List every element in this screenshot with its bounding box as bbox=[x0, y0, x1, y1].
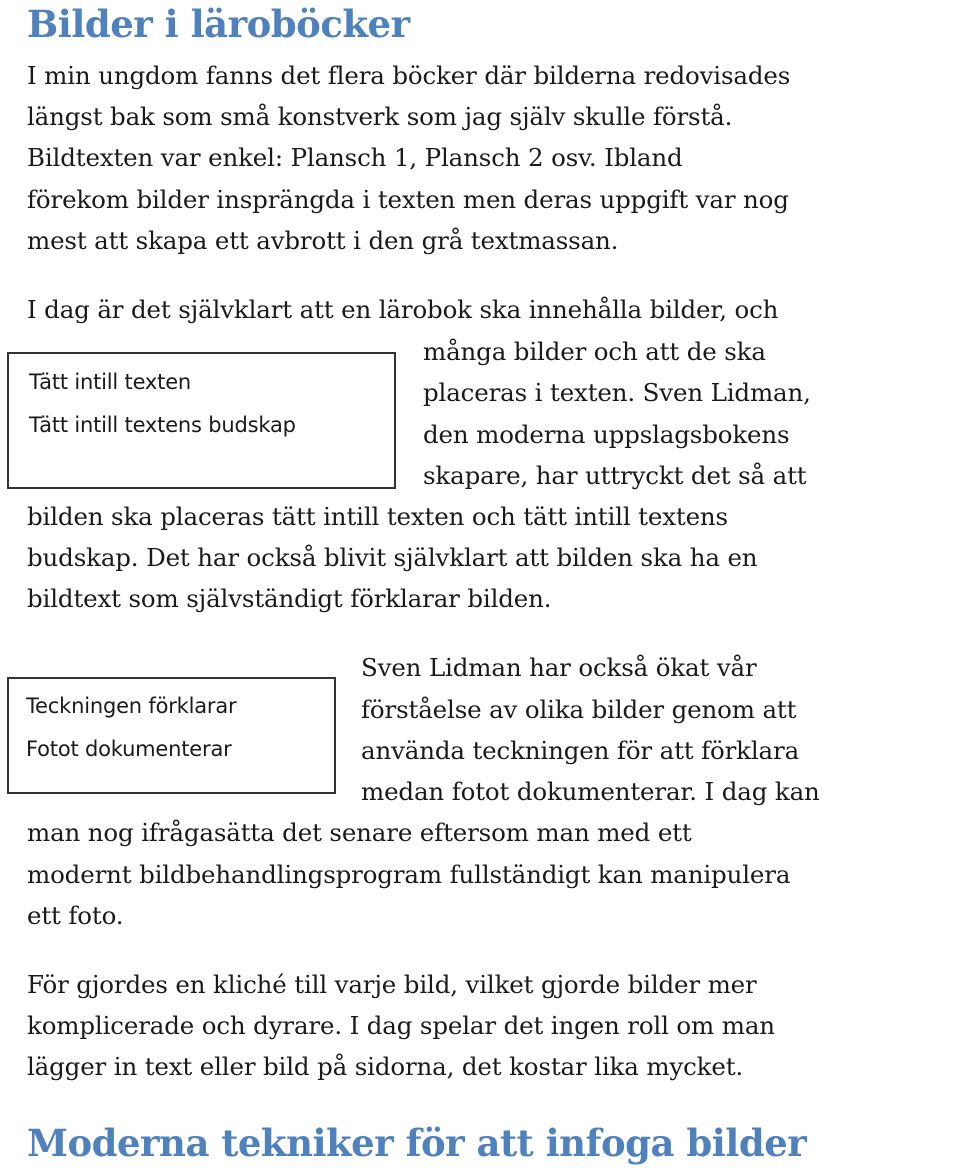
callout-line: Tätt intill texten bbox=[29, 370, 192, 394]
paragraph-line: ett foto. bbox=[27, 901, 124, 930]
paragraph-line: modernt bildbehandlingsprogram fullständigt kan manipulera bbox=[27, 860, 791, 889]
callout-line: Teckningen förklarar bbox=[26, 694, 237, 718]
paragraph-line: Sven Lidman har också ökat vår bbox=[361, 653, 757, 682]
paragraph-line: många bilder och att de ska bbox=[423, 337, 766, 366]
paragraph-line: I dag är det självklart att en lärobok ska innehålla bilder, och bbox=[27, 295, 779, 324]
paragraph-line: bilden ska placeras tätt intill texten och tätt intill textens bbox=[27, 502, 728, 531]
paragraph-line: mest att skapa ett avbrott i den grå textmassan. bbox=[27, 226, 619, 255]
paragraph-line: I min ungdom fanns det flera böcker där bilderna redovisades bbox=[27, 61, 791, 90]
paragraph-line: förekom bilder insprängda i texten men deras uppgift var nog bbox=[27, 185, 789, 214]
callout-line: Tätt intill textens budskap bbox=[29, 413, 296, 437]
paragraph-line: För gjordes en kliché till varje bild, vilket gjorde bilder mer bbox=[27, 970, 757, 999]
text-box-callout bbox=[7, 677, 336, 794]
section-heading: Moderna tekniker för att infoga bilder bbox=[27, 1121, 807, 1165]
paragraph-line: budskap. Det har också blivit självklart att bilden ska ha en bbox=[27, 543, 758, 572]
paragraph-line: man nog ifrågasätta det senare eftersom man med ett bbox=[27, 818, 692, 847]
paragraph-line: förståelse av olika bilder genom att bbox=[361, 695, 797, 724]
paragraph-line: lägger in text eller bild på sidorna, det kostar lika mycket. bbox=[27, 1052, 744, 1081]
paragraph-line: skapare, har uttryckt det så att bbox=[423, 461, 807, 490]
paragraph-line: Bildtexten var enkel: Plansch 1, Plansch 2 osv. Ibland bbox=[27, 143, 683, 172]
paragraph-line: komplicerade och dyrare. I dag spelar det ingen roll om man bbox=[27, 1011, 775, 1040]
paragraph-line: medan fotot dokumenterar. I dag kan bbox=[361, 777, 820, 806]
section-heading: Bilder i läroböcker bbox=[27, 2, 410, 46]
text-box-callout bbox=[7, 352, 396, 489]
paragraph-line: den moderna uppslagsbokens bbox=[423, 420, 790, 449]
paragraph-line: placeras i texten. Sven Lidman, bbox=[423, 378, 811, 407]
paragraph-line: använda teckningen för att förklara bbox=[361, 736, 800, 765]
paragraph-line: bildtext som självständigt förklarar bilden. bbox=[27, 584, 552, 613]
paragraph-line: längst bak som små konstverk som jag själv skulle förstå. bbox=[27, 102, 733, 131]
callout-line: Fotot dokumenterar bbox=[26, 737, 232, 761]
